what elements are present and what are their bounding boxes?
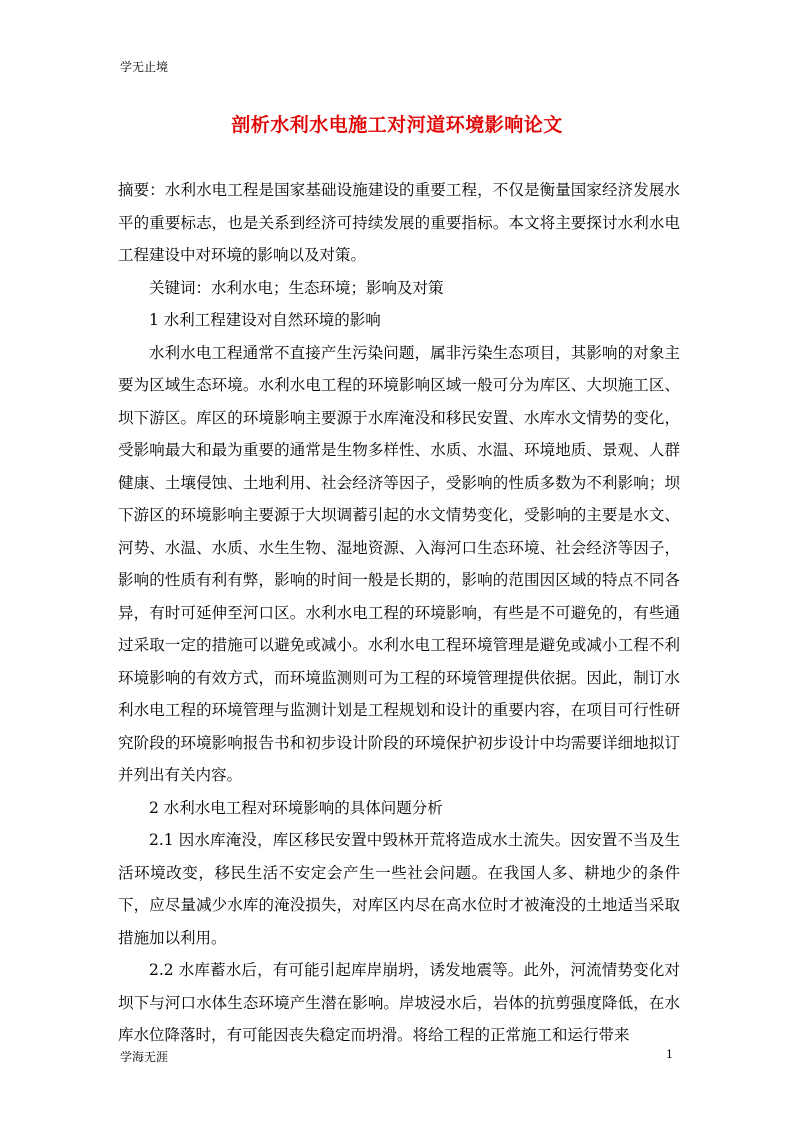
section-heading-1: 1 水利工程建设对自然环境的影响 [149,311,381,329]
keywords-paragraph: 关键词：水利水电；生态环境；影响及对策 [149,278,444,297]
abstract-paragraph: 摘要：水利水电工程是国家基础设施建设的重要工程，不仅是衡量国家经济发展水平的重要标志，也是关系到经济可持续发展的重要指标。本文将主要探讨水利水电工程建设中对环境的影响以及对策。 [118,181,680,264]
document-title: 剖析水利水电施工对河道环境影响论文 [231,114,563,136]
page-header: 学无止境 [120,60,169,74]
page-number: 1 [666,1048,673,1061]
body-paragraph: 2.1 因水库淹没，库区移民安置中毁林开荒将造成水土流失。因安置不当及生活环境改变，移民生活不安定会产生一些社会问题。在我国人多、耕地少的条件下，应尽量减少水库的淹没损失，对库区内尽在高水位时才被淹没的土地适当采取措施加以利用。 [118,831,680,947]
body-paragraph: 水利水电工程通常不直接产生污染问题，属非污染生态项目，其影响的对象主要为区域生态环境。水利水电工程的环境影响区域一般可分为库区、大坝施工区、坝下游区。库区的环境影响主要源于水库淹没和移民安置、水库水文情势的变化，受影响最大和最为重要的通常是生物多样性、水质、水温、环境地质、景观、人群健康、土壤侵蚀、土地利用、社会经济等因子，受影响的性质多数为不利影响；坝下游区的环境影响主要源于大坝调蓄引起的水文情势变化，受影响的主要是水文、河势、水温、水质、水生生物、湿地资源、入海河口生态环境、社会经济等因子，影响的性质有利有弊，影响的时间一般是长期的，影响的范围因区域的特点不同各异，有时可延伸至河口区。水利水电工程的环境影响，有些是不可避免的，有些通过采取一定的措施可以避免或减小。水利水电工程环境管理是避免或减小工程不利环境影响的有效方式，而环境监测则可为工程的环境管理提供依据。因此，制订水利水电工程的环境管理与监测计划是工程规划和设计的重要内容，在项目可行性研究阶段的环境影响报告书和初步设计阶段的环境保护初步设计中均需要详细地拟订并列出有关内容。 [118,343,680,784]
body-paragraph: 2.2 水库蓄水后，有可能引起库岸崩坍，诱发地震等。此外，河流情势变化对坝下与河口水体生态环境产生潜在影响。岸坡浸水后，岩体的抗剪强度降低，在水库水位降落时，有可能因丧失稳定而坍滑。将给工程的正常施工和运行带来 [118,961,680,1044]
section-heading-2: 2 水利水电工程对环境影响的具体问题分析 [149,798,443,817]
document-body [118,174,680,1052]
page-footer: 学海无涯 [120,1050,169,1064]
